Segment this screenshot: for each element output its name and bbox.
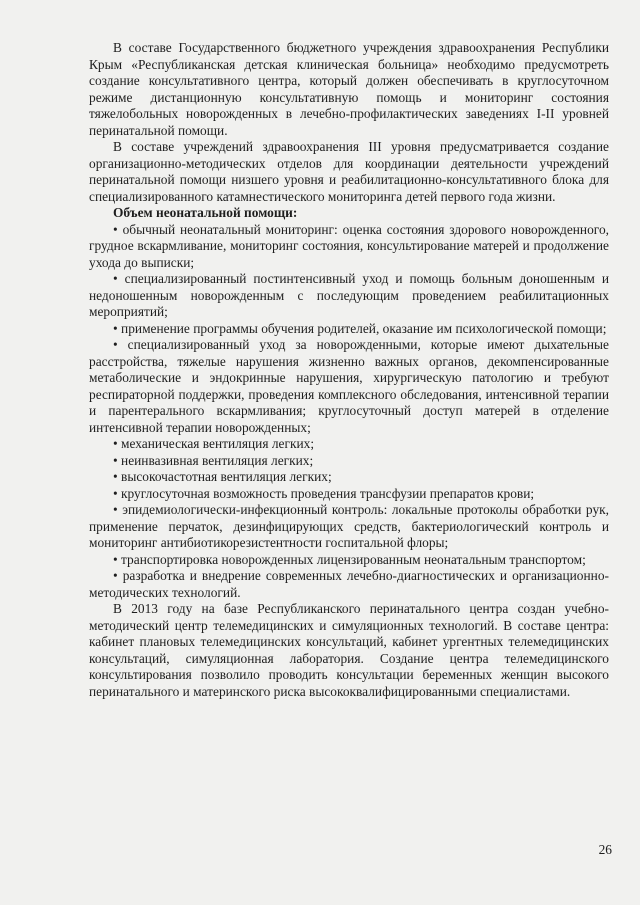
list-item: • круглосуточная возможность проведения трансфузии препаратов крови; [113,485,535,501]
list-item: • обычный неонатальный мониторинг: оценка состояния здорового новорожденного, грудное вскармливание, мониторинг состояния, консультирование матерей и продолжение ухода до выписки; [89,221,609,270]
section-heading-neonatal-care: Объем неонатальной помощи: [113,205,298,220]
list-item: • эпидемиологически-инфекционный контроль: локальные протоколы обработки рук, применение перчаток, дезинфицирующих средств, бактериологический контроль и мониторинг антибиотикорезистентности госпитальной флоры; [89,502,609,550]
document-body [89,40,609,700]
list-item: • разработка и внедрение современных лечебно-диагностических и организационно-методических технологий. [89,568,609,600]
list-item: • специализированный постинтенсивный уход и помощь больным доношенным и недоношенным новорожденным с последующим проведением реабилитационных мероприятий; [89,271,609,319]
list-item: • механическая вентиляция легких; [113,436,315,451]
list-item: • высокочастотная вентиляция легких; [113,469,332,484]
list-item: • неинвазивная вентиляция легких; [113,452,314,468]
paragraph-level-three: В составе учреждений здравоохранения III уровня предусматривается создание организационно-методических отделов для координации деятельности учреждений перинатальной помощи низшего уровня и реабилитационно-консультативного блока для специализированного катамнестического мониторинга детей первого года жизни. [89,139,609,204]
list-item: • специализированный уход за новорожденными, которые имеют дыхательные расстройства, тяжелые нарушения жизненно важных органов, декомпенсированные метаболические и эндокринные нарушения, хирургическую патологию и требуют респираторной поддержки, проведения комплексного обследования, интенсивной терапии и парентерального вскармливания; круглосуточный доступ матерей в отделение интенсивной терапии новорожденных; [89,337,609,435]
list-item: • транспортировка новорожденных лицензированным неонатальным транспортом; [113,551,586,567]
list-item: • применение программы обучения родителей, оказание им психологической помощи; [113,320,607,336]
page-number: 26 [598,842,612,857]
paragraph-telemedicine-center: В 2013 году на базе Республиканского перинатального центра создан учебно-методический центр телемедицинских и симуляционных технологий. В составе центра: кабинет плановых телемедицинских консультаций, кабинет ургентных телемедицинских консультаций, симуляционная лаборатория. Создание центра телемедицинского консультирования позволило проводить консультации беременных женщин высокого перинатального и материнского риска высококвалифицированными специалистами. [89,601,609,699]
paragraph-consultative-center: В составе Государственного бюджетного учреждения здравоохранения Республики Крым «Республиканская детская клиническая больница» необходимо предусмотреть создание консультативного центра, который должен обеспечивать в круглосуточном режиме дистанционную консультативную помощь и мониторинг состояния тяжелобольных новорожденных в лечебно-профилактических заведениях I-II уровней перинатальной помощи. [89,40,609,138]
